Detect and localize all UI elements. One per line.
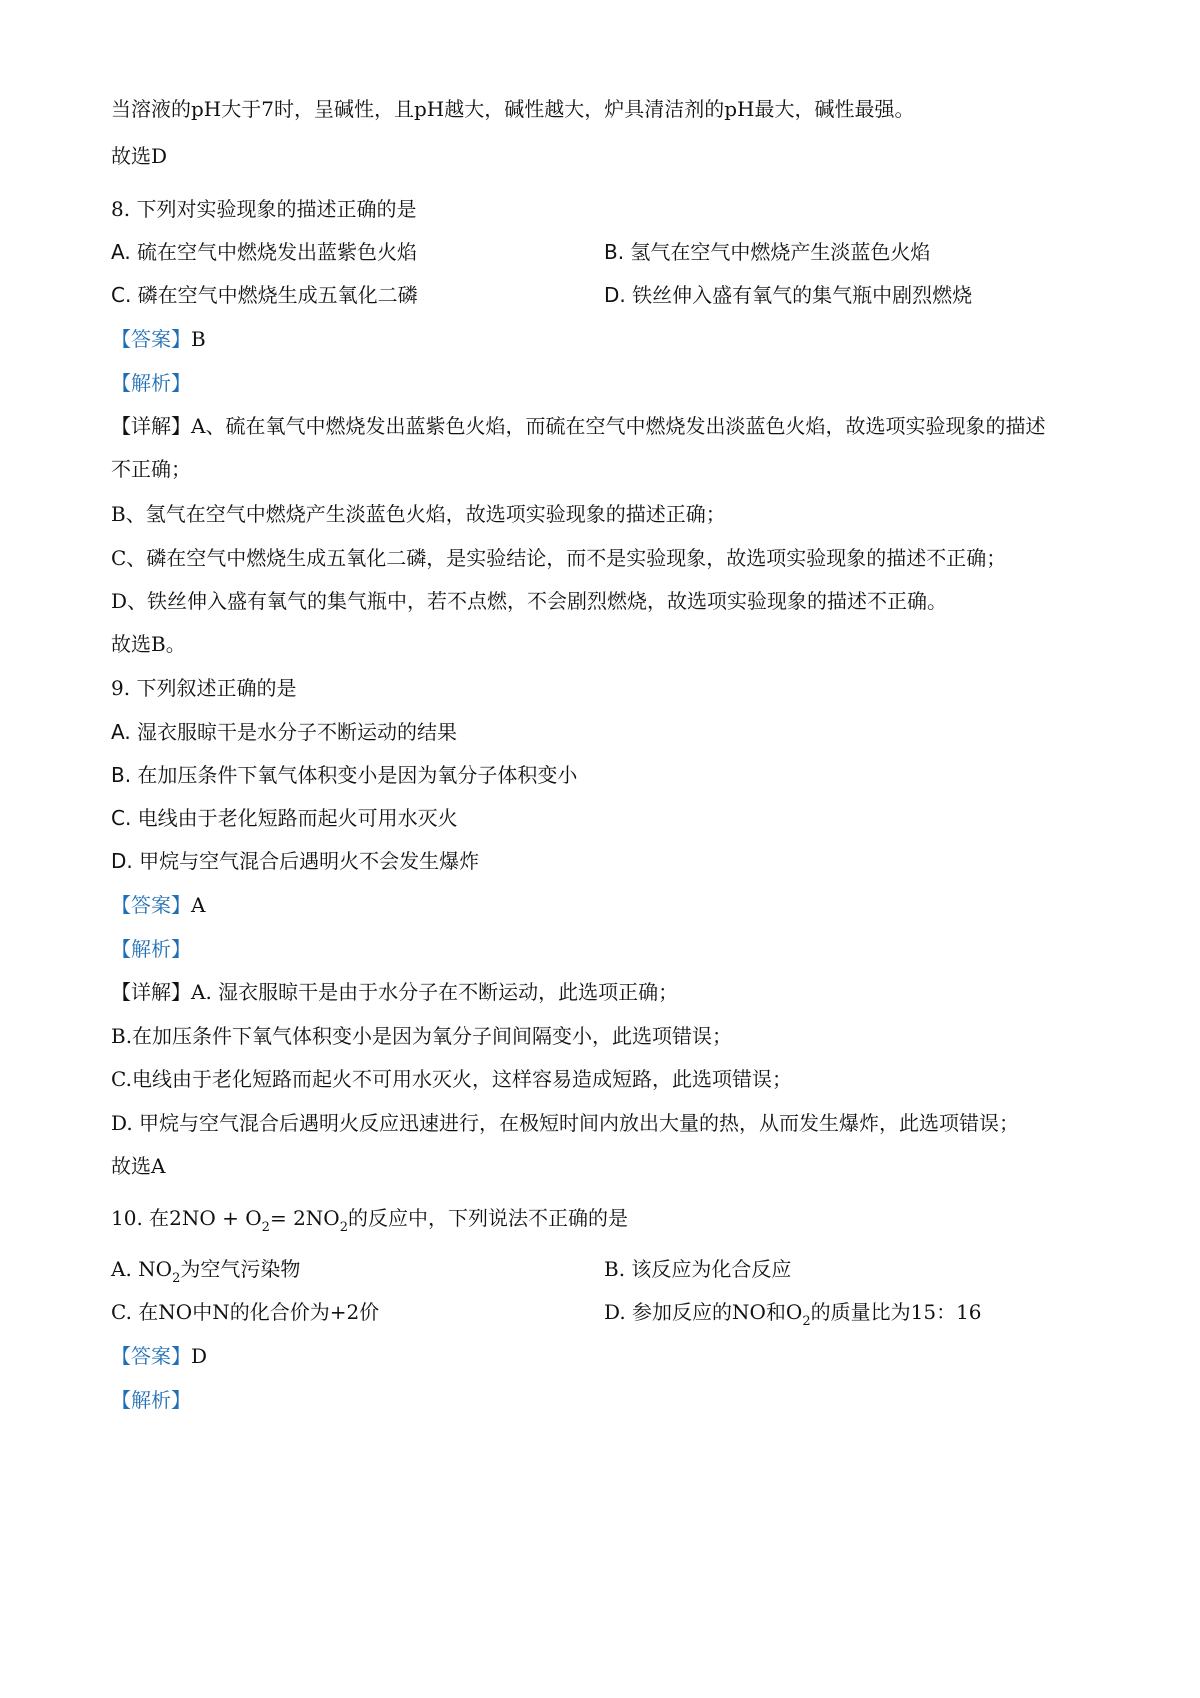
q8-option-d: D. 铁丝伸入盛有氧气的集气瓶中剧烈燃烧 xyxy=(604,283,973,307)
q9-detail-2: B.在加压条件下氧气体积变小是因为氧分子间间隔变小，此选项错误； xyxy=(111,1024,733,1048)
q9-option-b: B. 在加压条件下氧气体积变小是因为氧分子体积变小 xyxy=(111,763,578,787)
prev-explanation: 当溶液的pH大于7时，呈碱性，且pH越大，碱性越大，炉具清洁剂的pH最大，碱性最强。 xyxy=(111,97,915,121)
answer-tag: 【答案】 xyxy=(111,327,191,351)
q10-analysis-heading xyxy=(111,1388,191,1412)
answer-value: A xyxy=(191,893,206,917)
q8-option-a: A. 硫在空气中燃烧发出蓝紫色火焰 xyxy=(111,240,418,264)
answer-tag: 【答案】 xyxy=(111,1344,191,1368)
q8-detail-3: C、磷在空气中燃烧生成五氧化二磷，是实验结论，而不是实验现象，故选项实验现象的描述不正确； xyxy=(111,546,1007,570)
q8-analysis-heading xyxy=(111,371,191,395)
q9-answer xyxy=(111,893,205,917)
q10-option-b: B. 该反应为化合反应 xyxy=(604,1257,792,1281)
q9-detail-1: 【详解】A. 湿衣服晾干是由于水分子在不断运动，此选项正确； xyxy=(111,980,679,1004)
q9-option-d: D. 甲烷与空气混合后遇明火不会发生爆炸 xyxy=(111,849,480,873)
q9-stem: 9. 下列叙述正确的是 xyxy=(111,676,297,700)
q8-stem: 8. 下列对实验现象的描述正确的是 xyxy=(111,197,417,221)
q9-detail-4: D. 甲烷与空气混合后遇明火反应迅速进行，在极短时间内放出大量的热，从而发生爆炸，此选项错误； xyxy=(111,1111,1020,1135)
answer-tag: 【答案】 xyxy=(111,893,191,917)
answer-value: D xyxy=(191,1344,208,1368)
prev-final-answer: 故选D xyxy=(111,144,168,168)
q8-detail-2: B、氢气在空气中燃烧产生淡蓝色火焰，故选项实验现象的描述正确； xyxy=(111,502,726,526)
q10-option-d: D. 参加反应的NO和$O_2$的质量比为15：16 xyxy=(604,1300,982,1329)
q10-answer xyxy=(111,1344,207,1368)
q8-detail-1: 【详解】A、硫在氧气中燃烧发出蓝紫色火焰，而硫在空气中燃烧发出淡蓝色火焰，故选项实验现象的描述 xyxy=(111,414,1046,438)
q8-option-b: B. 氢气在空气中燃烧产生淡蓝色火焰 xyxy=(604,240,931,264)
reaction-equation: $2NO + O_2= 2NO_2$ xyxy=(169,1206,348,1235)
q9-option-a: A. 湿衣服晾干是水分子不断运动的结果 xyxy=(111,720,458,744)
analysis-tag: 【解析】 xyxy=(111,937,191,961)
analysis-tag: 【解析】 xyxy=(111,371,191,395)
q9-option-c: C. 电线由于老化短路而起火可用水灭火 xyxy=(111,806,458,830)
analysis-tag: 【解析】 xyxy=(111,1388,191,1412)
q8-detail-4: D、铁丝伸入盛有氧气的集气瓶中，若不点燃，不会剧烈燃烧，故选项实验现象的描述不正确。 xyxy=(111,589,948,613)
q10-stem: 10. 在$2NO + O_2= 2NO_2$的反应中，下列说法不正确的是 xyxy=(111,1206,628,1235)
q10-option-c: C. 在NO中N的化合价为+2价 xyxy=(111,1300,380,1324)
q9-detail-3: C.电线由于老化短路而起火不可用水灭火，这样容易造成短路，此选项错误； xyxy=(111,1067,792,1091)
q9-final-answer: 故选A xyxy=(111,1154,166,1178)
answer-value: B xyxy=(191,327,206,351)
q9-analysis-heading xyxy=(111,937,191,961)
q8-detail-1-cont: 不正确； xyxy=(111,457,191,481)
q8-option-c: C. 磷在空气中燃烧生成五氧化二磷 xyxy=(111,283,418,307)
q10-option-a: A. $NO_2$为空气污染物 xyxy=(111,1257,301,1286)
q8-answer xyxy=(111,327,206,351)
q8-final-answer: 故选B。 xyxy=(111,632,186,656)
